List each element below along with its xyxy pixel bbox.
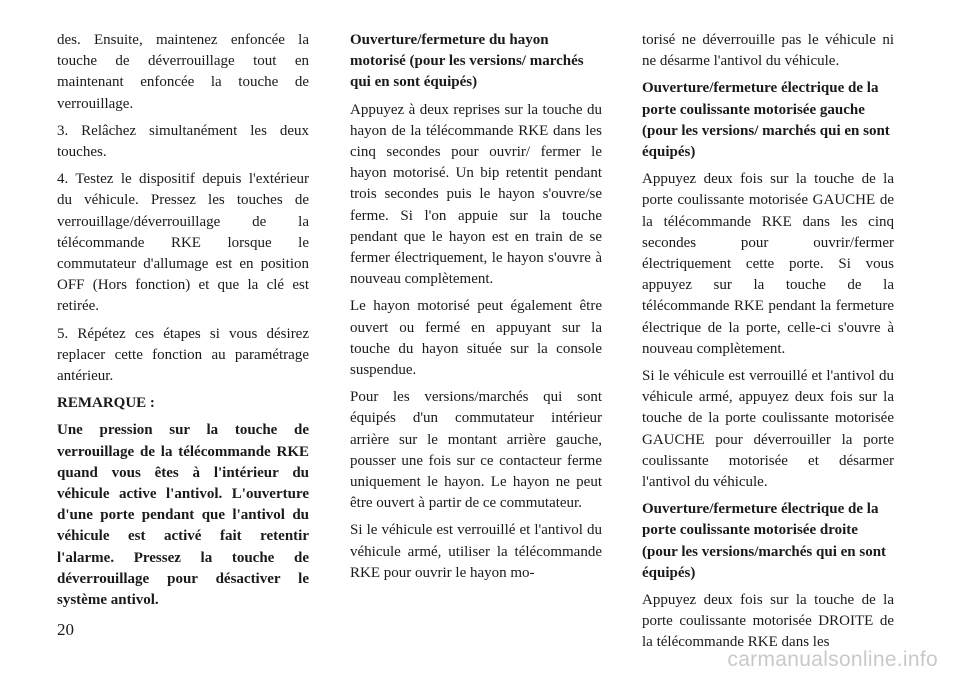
section-heading-left-door: Ouverture/fermeture électrique de la porte coulissante motorisée gauche (pour les versions/ marchés qui en sont équipés) (642, 80, 890, 161)
page-number: 20 (57, 620, 74, 639)
watermark: carmanualsonline.info (727, 648, 938, 671)
step-3: 3. Relâchez simultanément les deux touches. (57, 122, 309, 161)
paragraph: Si le véhicule est verrouillé et l'antivol du véhicule armé, appuyez deux fois sur la touche de la porte coulissante motorisée GAUCHE pour déverrouiller la porte coulissante motorisée et désarmer l'antivol du véhicule. (642, 368, 894, 491)
column-middle (350, 30, 602, 590)
paragraph: Appuyez à deux reprises sur la touche du hayon de la télécommande RKE dans les cinq secondes pour ouvrir/ fermer le hayon motorisé. Un bip retentit pendant trois secondes puis le hayon s'ouvre/se ferme. Si l'on appuie sur la touche pendant que le hayon est en train de se fermer électriquement, le hayon s'ouvre à nouveau complètement. (350, 101, 602, 288)
note-text: Une pression sur la touche de verrouillage de la télécommande RKE quand vous êtes à l'intérieur du véhicule active l'antivol. L'ouverture d'une porte pendant que l'antivol du véhicule est activé fait retentir l'alarme. Pressez la touche de déverrouillage pour désactiver le système antivol. (57, 422, 309, 609)
section-heading-right-door: Ouverture/fermeture électrique de la porte coulissante motorisée droite (pour les versions/marchés qui en sont équipés) (642, 501, 887, 581)
paragraph: Appuyez deux fois sur la touche de la porte coulissante motorisée DROITE de la télécommande RKE dans les (642, 592, 894, 651)
paragraph: des. Ensuite, maintenez enfoncée la touche de déverrouillage tout en maintenant enfoncée la touche de verrouillage. (57, 32, 309, 112)
step-5: 5. Répétez ces étapes si vous désirez replacer cette fonction au paramétrage antérieur. (57, 325, 309, 385)
section-heading-tailgate: Ouverture/fermeture du hayon motorisé (pour les versions/ marchés qui en sont équipés) (350, 32, 584, 91)
paragraph: Appuyez deux fois sur la touche de la porte coulissante motorisée GAUCHE de la télécommande RKE dans les cinq secondes pour ouvrir/fermer électriquement cette porte. Si vous appuyez sur la touche de la télécommande RKE pendant la fermeture électrique de la porte, celle-ci s'ouvre à nouveau complètement. (642, 171, 894, 357)
paragraph: Le hayon motorisé peut également être ouvert ou fermé en appuyant sur la touche du hayon située sur la console suspendue. (350, 298, 602, 379)
paragraph: Si le véhicule est verrouillé et l'antivol du véhicule armé, utiliser la télécommande RKE pour ouvrir le hayon mo- (350, 522, 602, 581)
column-right (642, 30, 894, 660)
step-4: 4. Testez le dispositif depuis l'extérieur du véhicule. Pressez les touches de verrouillage/déverrouillage de la télécommande RKE lorsque le commutateur d'allumage est en position OFF (Hors fonction) et que la clé est retirée. (57, 171, 309, 315)
paragraph: Pour les versions/marchés qui sont équipés d'un commutateur intérieur arrière sur le montant arrière gauche, pousser une fois sur ce contacteur ferme uniquement le hayon. Le hayon ne peut être ouvert à partir de ce commutateur. (350, 389, 602, 512)
paragraph: torisé ne déverrouille pas le véhicule ni ne désarme l'antivol du véhicule. (642, 32, 894, 70)
note-label: REMARQUE : (57, 395, 155, 412)
column-left (57, 30, 309, 617)
